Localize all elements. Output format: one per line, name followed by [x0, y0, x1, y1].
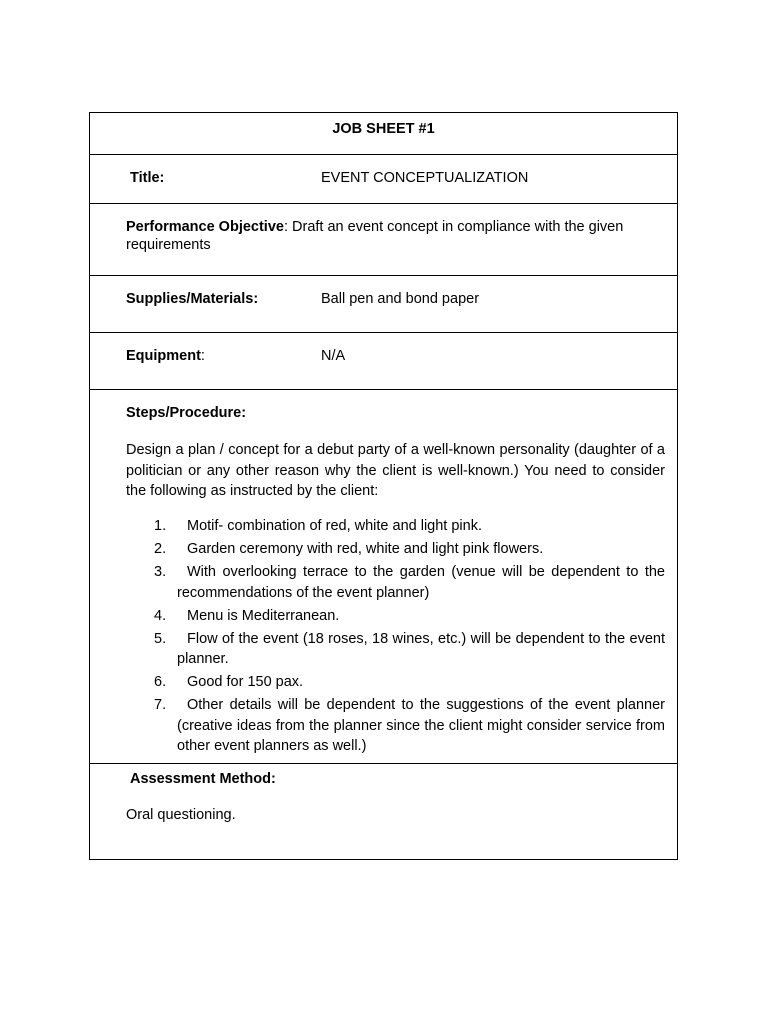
- list-item-text: Other details will be dependent to the suggestions of the event planner (creative ideas from the planner since the client might consider service from other event planners as well.): [177, 697, 665, 754]
- steps-intro: Design a plan / concept for a debut party of a well-known personality (daughter of a politician or any other reason why the client is well-known.) You need to consider the following as instructed by the client:: [126, 442, 665, 499]
- list-item-number: 5.: [154, 630, 167, 647]
- list-item-number: 2.: [154, 541, 167, 557]
- list-item-number: 4.: [154, 607, 167, 624]
- objective-label: Performance Objective: [126, 219, 284, 235]
- equipment-colon: :: [200, 348, 205, 364]
- list-item-text: Garden ceremony with red, white and light pink flowers.: [187, 541, 544, 557]
- title-row: [90, 155, 677, 204]
- list-item: [126, 695, 665, 757]
- objective-paragraph: [126, 218, 656, 254]
- list-item-text: Good for 150 pax.: [187, 674, 304, 690]
- list-item-text: With overlooking terrace to the garden (venue will be dependent to the recommendations of the event planner): [177, 564, 665, 601]
- job-sheet-table: [89, 112, 678, 860]
- supplies-row: [90, 276, 677, 333]
- steps-label: Steps/Procedure:: [126, 405, 247, 421]
- header-row: [90, 113, 677, 155]
- list-item: [126, 672, 665, 693]
- list-item-number: 1.: [154, 518, 167, 534]
- supplies-value: Ball pen and bond paper: [321, 291, 480, 307]
- list-item: [126, 629, 665, 670]
- assessment-label: Assessment Method:: [130, 771, 276, 787]
- equipment-label: Equipment: [126, 348, 201, 364]
- objective-row: [90, 204, 677, 276]
- equipment-label-group: [126, 348, 205, 364]
- steps-row: [90, 390, 677, 764]
- equipment-value: N/A: [321, 348, 346, 364]
- job-sheet-heading: JOB SHEET #1: [332, 121, 435, 137]
- list-item-number: 3.: [154, 564, 167, 580]
- list-item: [126, 606, 665, 627]
- list-item: [126, 516, 665, 537]
- list-item: [126, 539, 665, 560]
- list-item-text: Flow of the event (18 roses, 18 wines, etc.) will be dependent to the event planner.: [177, 630, 665, 667]
- objective-text: : Draft an event concept in compliance with the given requirements: [126, 219, 624, 253]
- steps-list: [126, 516, 665, 759]
- supplies-label: Supplies/Materials:: [126, 291, 259, 307]
- title-label: Title:: [130, 170, 165, 186]
- equipment-row: [90, 333, 677, 390]
- list-item-text: Menu is Mediterranean.: [187, 607, 340, 624]
- assessment-row: [90, 764, 677, 861]
- title-value: EVENT CONCEPTUALIZATION: [321, 170, 529, 186]
- list-item-text: Motif- combination of red, white and light pink.: [187, 518, 482, 534]
- assessment-value: Oral questioning.: [126, 807, 236, 823]
- list-item-number: 7.: [154, 697, 167, 713]
- list-item-number: 6.: [154, 674, 167, 690]
- list-item: [126, 562, 665, 603]
